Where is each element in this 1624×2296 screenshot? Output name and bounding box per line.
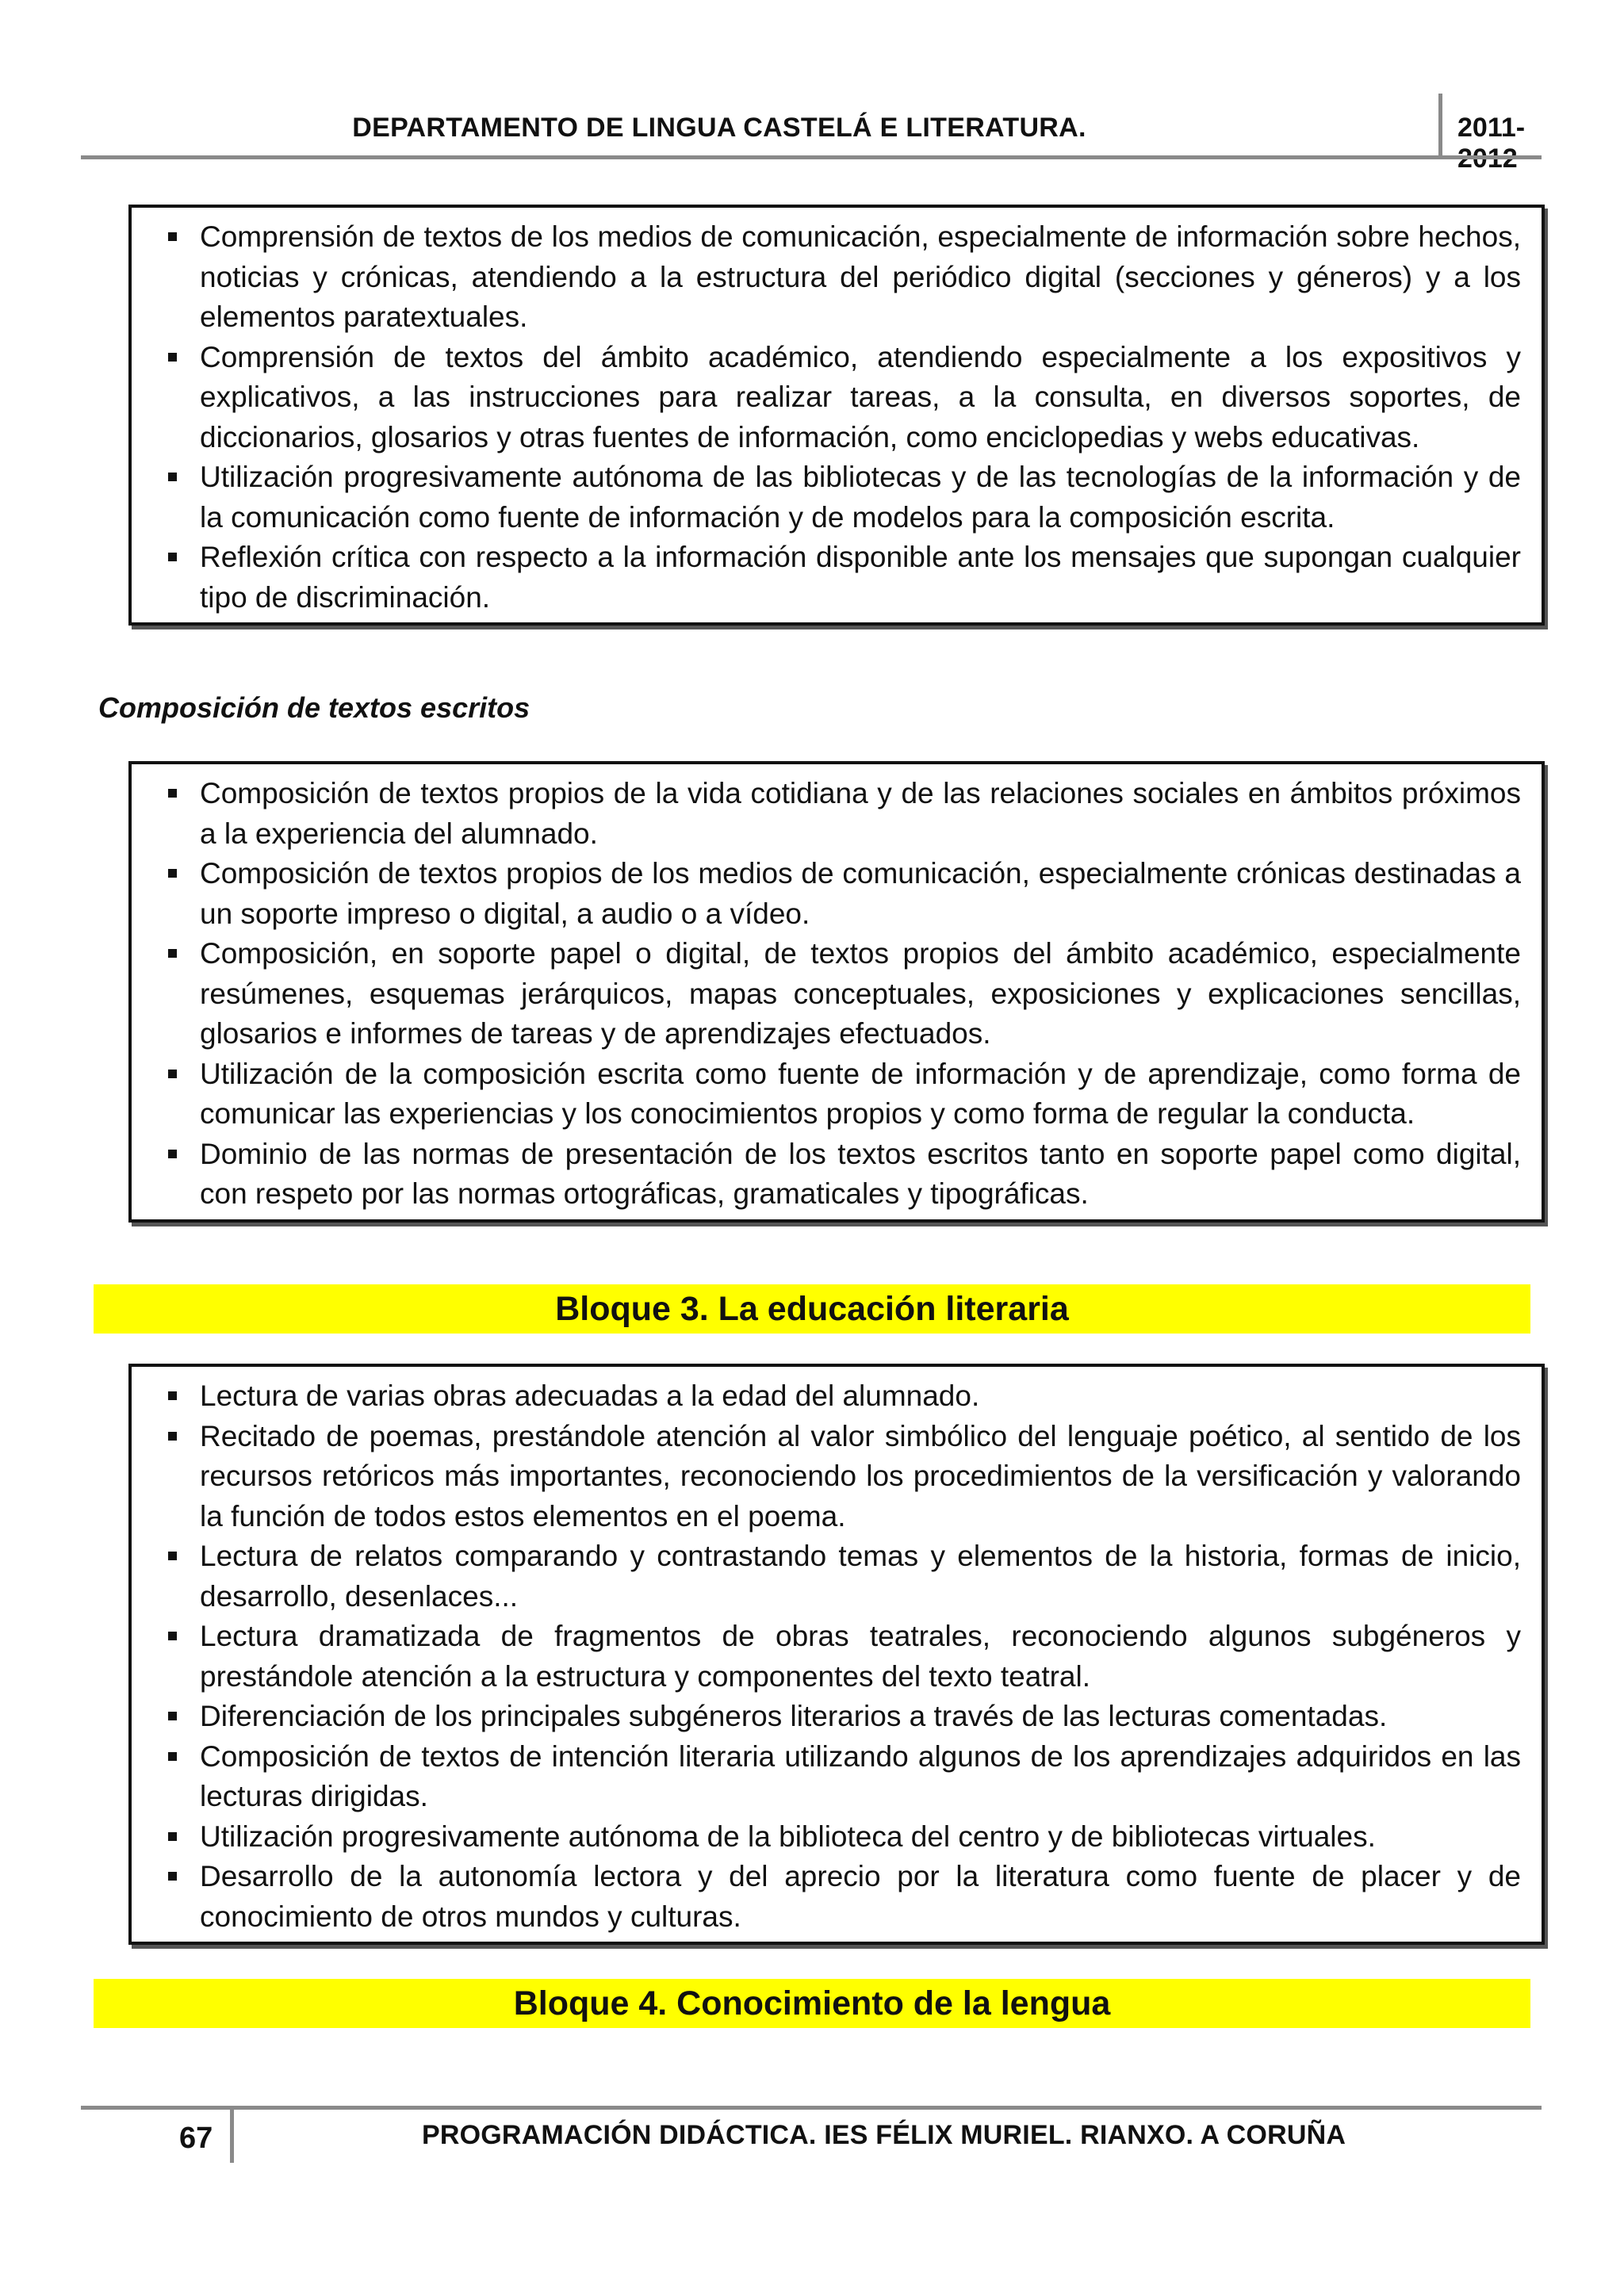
list-item: Composición de textos propios de los medios de comunicación, especialmente crónicas destinadas a un soporte impreso o digital, a audio o a vídeo. (151, 854, 1521, 934)
square-bullet-icon (168, 789, 177, 798)
square-bullet-icon (168, 869, 177, 878)
square-bullet-icon (168, 353, 177, 362)
square-bullet-icon (168, 473, 177, 481)
square-bullet-icon (168, 949, 177, 958)
list-item: Lectura de varias obras adecuadas a la edad del alumnado. (151, 1376, 1521, 1417)
bloque-3-heading: Bloque 3. La educación literaria (94, 1284, 1530, 1334)
header-divider (1438, 94, 1442, 157)
list-item: Composición, en soporte papel o digital, de textos propios del ámbito académico, especialmente resúmenes, esquemas jerárquicos, mapas conceptuales, exposiciones y explicaciones sencillas, glosarios e informes de tareas y de aprendizajes efectuados. (151, 934, 1521, 1054)
square-bullet-icon (168, 553, 177, 561)
bullet-list (151, 774, 1521, 1215)
list-item: Diferenciación de los principales subgéneros literarios a través de las lecturas comentadas. (151, 1697, 1521, 1737)
content-box-comprension (128, 205, 1545, 626)
list-item: Dominio de las normas de presentación de los textos escritos tanto en soporte papel como digital, con respeto por las normas ortográficas, gramaticales y tipográficas. (151, 1135, 1521, 1215)
department-title: DEPARTAMENTO DE LINGUA CASTELÁ E LITERATURA. (352, 113, 1086, 143)
academic-year: 2011- (1457, 113, 1526, 143)
page-footer (81, 2106, 1542, 2169)
content-box-composicion (128, 761, 1545, 1223)
square-bullet-icon (168, 1552, 177, 1560)
section-subheading: Composición de textos escritos (98, 691, 530, 724)
page-number: 67 (179, 2122, 213, 2155)
bloque-4-heading: Bloque 4. Conocimiento de la lengua (94, 1979, 1530, 2028)
list-item: Utilización progresivamente autónoma de las bibliotecas y de las tecnologías de la información y de la comunicación como fuente de información y de modelos para la composición escrita. (151, 457, 1521, 538)
list-item: Reflexión crítica con respecto a la información disponible ante los mensajes que supongan cualquier tipo de discriminación. (151, 538, 1521, 618)
square-bullet-icon (168, 1872, 177, 1881)
square-bullet-icon (168, 1632, 177, 1640)
list-item: Utilización progresivamente autónoma de la biblioteca del centro y de bibliotecas virtuales. (151, 1817, 1521, 1858)
square-bullet-icon (168, 1070, 177, 1078)
list-item: Lectura de relatos comparando y contrastando temas y elementos de la historia, formas de inicio, desarrollo, desenlaces... (151, 1536, 1521, 1617)
square-bullet-icon (168, 1712, 177, 1720)
square-bullet-icon (168, 1832, 177, 1841)
square-bullet-icon (168, 1432, 177, 1441)
content-box-educacion-literaria (128, 1364, 1545, 1945)
list-item: Recitado de poemas, prestándole atención al valor simbólico del lenguaje poético, al sentido de los recursos retóricos más importantes, reconociendo los procedimientos de la versificación y valorando la función de todos estos elementos en el poema. (151, 1417, 1521, 1537)
list-item: Utilización de la composición escrita como fuente de información y de aprendizaje, como forma de comunicar las experiencias y los conocimientos propios y como forma de regular la conducta. (151, 1054, 1521, 1135)
bullet-list (151, 1376, 1521, 1937)
list-item: Lectura dramatizada de fragmentos de obras teatrales, reconociendo algunos subgéneros y prestándole atención a la estructura y componentes del texto teatral. (151, 1617, 1521, 1697)
square-bullet-icon (168, 1391, 177, 1400)
list-item: Comprensión de textos del ámbito académico, atendiendo especialmente a los expositivos y explicativos, a las instrucciones para realizar tareas, a la consulta, en diversos soportes, de diccionarios, glosarios y otras fuentes de información, como enciclopedias y webs educativas. (151, 338, 1521, 458)
page-header (81, 94, 1542, 155)
footer-divider (230, 2106, 234, 2163)
square-bullet-icon (168, 1150, 177, 1158)
header-rule (81, 155, 1542, 159)
list-item: Composición de textos de intención literaria utilizando algunos de los aprendizajes adquiridos en las lecturas dirigidas. (151, 1737, 1521, 1817)
footer-text: PROGRAMACIÓN DIDÁCTICA. IES FÉLIX MURIEL. RIANXO. A CORUÑA (422, 2120, 1346, 2150)
footer-rule (81, 2106, 1542, 2110)
square-bullet-icon (168, 232, 177, 241)
list-item: Comprensión de textos de los medios de comunicación, especialmente de información sobre hechos, noticias y crónicas, atendiendo a la estructura del periódico digital (secciones y géneros) y a los elementos paratextuales. (151, 217, 1521, 338)
list-item: Desarrollo de la autonomía lectora y del aprecio por la literatura como fuente de placer y de conocimiento de otros mundos y culturas. (151, 1857, 1521, 1937)
list-item: Composición de textos propios de la vida cotidiana y de las relaciones sociales en ámbitos próximos a la experiencia del alumnado. (151, 774, 1521, 854)
square-bullet-icon (168, 1752, 177, 1761)
bullet-list (151, 217, 1521, 618)
